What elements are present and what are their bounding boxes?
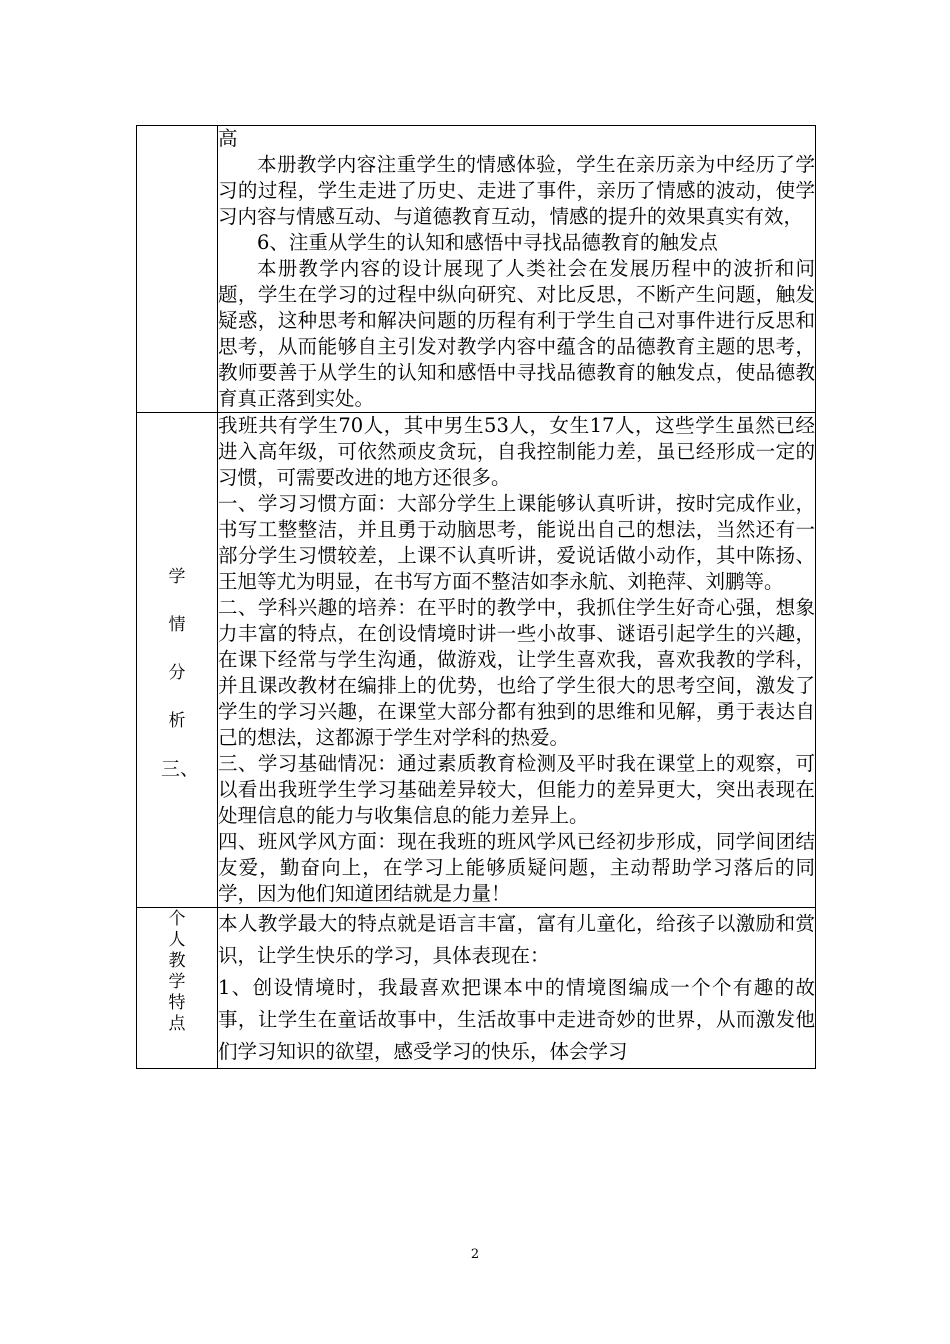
row-content [218,413,816,908]
paragraph: 本人教学最大的特点就是语言丰富，富有儿童化，给孩子以激励和赏识，让学生快乐的学习，具体表现在： [218,912,815,967]
label-char: 个 [168,909,186,929]
paragraph: 我班共有学生70人，其中男生53人，女生17人，这些学生虽然已经进入高年级，可依然顽皮贪玩，自我控制能力差，虽已经形成一定的习惯，可需要改进的地方还很多。 [218,414,815,489]
table-row [137,908,816,1069]
paragraph: 本册教学内容注重学生的情感体验，学生在亲历亲为中经历了学习的过程，学生走进了历史、走进了事件，亲历了情感的波动，使学习内容与情感互动、与道德教育互动，情感的提升的效果真实有效， [218,153,815,228]
table-row [137,413,816,908]
label-char: 分 [168,663,186,683]
row-label-empty [137,126,218,413]
label-char: 教 [168,951,186,971]
label-char: 析 [168,711,186,731]
row-content [218,908,816,1069]
paragraph: 6、注重从学生的认知和感悟中寻找品德教育的触发点 [257,231,718,254]
paragraph: 本册教学内容的设计展现了人类社会在发展历程中的波折和问题，学生在学习的过程中纵向研究、对比反思，不断产生问题，触发疑惑，这种思考和解决问题的历程有利于学生自己对事件进行反思和思考，从而能够自主引发对教学内容中蕴含的品德教育主题的思考，教师要善于从学生的认知和感悟中寻找品德教育的触发点，使品德教育真正落到实处。 [218,257,815,410]
row-content [218,126,816,413]
label-char: 特 [168,993,186,1013]
paragraph: 四、班风学风方面：现在我班的班风学风已经初步形成，同学间团结友爱，勤奋向上，在学习上能够质疑问题，主动帮助学习落后的同学，因为他们知道团结就是力量！ [218,830,815,905]
page-number: 2 [470,1247,480,1262]
label-number: 三、 [160,758,199,780]
row-label-student-analysis [137,413,218,908]
paragraph: 一、学习习惯方面：大部分学生上课能够认真听讲，按时完成作业，书写工整整洁，并且勇于动脑思考，能说出自己的想法，当然还有一部分学生习惯较差，上课不认真听讲，爱说话做小动作，其中陈扬、王旭等尤为明显，在书写方面不整洁如李永航、刘艳萍、刘鹏等。 [218,492,815,593]
label-char: 人 [168,930,186,950]
label-char: 情 [168,615,186,635]
paragraph: 1、创设情境时，我最喜欢把课本中的情境图编成一个个有趣的故事，让学生在童话故事中，生活故事中走进奇妙的世界，从而激发他们学习知识的欲望，感受学习的快乐，体会学习 [218,976,815,1063]
label-char: 学 [168,972,186,992]
paragraph: 二、学科兴趣的培养：在平时的教学中，我抓住学生好奇心强，想象力丰富的特点，在创设情境时讲一些小故事、谜语引起学生的兴趣，在课下经常与学生沟通，做游戏，让学生喜欢我，喜欢我教的学科，并且课改教材在编排上的优势，也给了学生很大的思考空间，激发了学生的学习兴趣，在课堂大部分都有独到的思维和见解，勇于表达自己的想法，这都源于学生对学科的热爱。 [218,596,815,749]
label-char: 点 [168,1014,186,1034]
paragraph: 三、学习基础情况：通过素质教育检测及平时我在课堂上的观察，可以看出我班学生学习基础差异较大，但能力的差异更大，突出表现在处理信息的能力与收集信息的能力差异上。 [218,752,815,827]
paragraph: 高 [218,127,238,150]
content-table [136,125,816,1069]
row-label-teaching-features [137,908,218,1069]
label-char: 学 [168,567,186,587]
table-row [137,126,816,413]
